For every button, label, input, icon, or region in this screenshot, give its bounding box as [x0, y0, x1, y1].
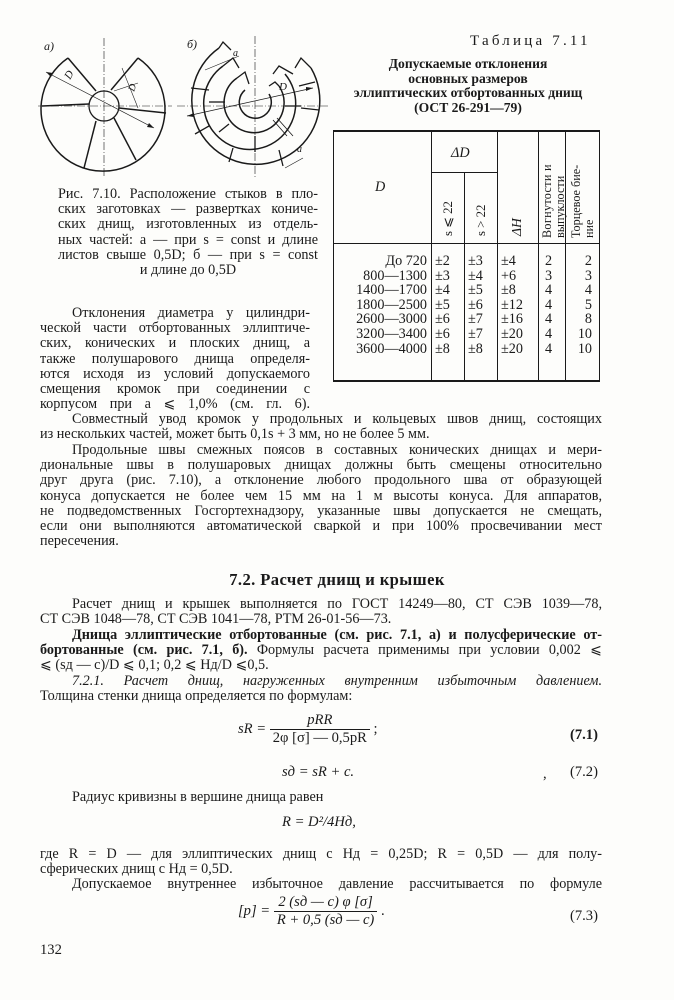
paragraph-radius — [72, 790, 572, 805]
text-line: диональные швы в полушаровых днищах должны быть смещены относительно — [40, 457, 602, 474]
text-line: корпусом при a ⩽ 1,0% (см. гл. 6). — [40, 396, 310, 413]
diagram-a — [38, 38, 172, 176]
equation-number-7-2: (7.2) — [570, 764, 598, 780]
cell-s-gt-22: ±3 — [468, 253, 483, 269]
table-row — [333, 254, 600, 269]
text-line: Отклонения диаметра у цилиндри- — [72, 305, 310, 321]
cell-D: До 720 — [385, 253, 427, 269]
cell-s-le-22: ±5 — [435, 296, 450, 313]
cell-s-gt-22: ±5 — [468, 282, 483, 299]
cell-D: 3600—4000 — [356, 340, 427, 357]
diagram-b — [177, 36, 330, 178]
delta-d-sub-rule — [431, 172, 497, 173]
caption-line: ских днищ, изготовленных из отдель- — [58, 216, 318, 233]
cell-runout: 8 — [584, 311, 592, 328]
eq1-denominator: 2φ [σ] — 0,5pR — [270, 729, 370, 747]
table-row — [333, 298, 600, 313]
eq3-lhs: [p] = — [238, 903, 271, 919]
table-title-line: основных размеров — [408, 70, 528, 86]
caption-line: Рис. 7.10. Расположение стыков в пло- — [58, 186, 318, 202]
text-line: сферических днищ с Hд = 0,5D. — [40, 861, 233, 878]
text-line: ских, конических и плоских днищ, а — [40, 335, 310, 352]
cell-concavity: 4 — [545, 296, 553, 313]
paragraph-seams — [40, 443, 602, 549]
paragraph-diameter-deviation — [40, 306, 310, 412]
table-title-line: эллиптических отбортованных днищ — [353, 85, 583, 101]
equation-7-3 — [238, 894, 385, 929]
table-row — [333, 327, 600, 342]
text-line: если они выполняются автоматической сваркой и при 100% просвечивании мест — [40, 518, 602, 535]
header-concavity-line2: выпуклости — [552, 175, 567, 238]
cell-delta-H: ±16 — [501, 311, 523, 328]
cell-delta-H: ±12 — [501, 296, 523, 313]
table-header-rule — [333, 243, 600, 244]
text-line: смещения кромок при соединении с — [40, 381, 310, 398]
equation-7-2: sд = sR + c. — [282, 764, 355, 780]
subsection-title: 7.2.1. Расчет днищ, нагруженных внутренним избыточным давлением. — [72, 673, 602, 689]
header-runout-line2: ние — [581, 219, 596, 238]
table-bottom-rule — [333, 380, 600, 382]
text-line: Радиус кривизны в вершине днища равен — [72, 789, 324, 805]
eq3-fraction — [274, 894, 377, 929]
text-line: Допускаемое внутреннее избыточное давление рассчитывается по формуле — [72, 876, 602, 893]
text-line: Продольные швы смежных поясов в составных конических днищах и мери- — [72, 442, 602, 458]
cell-delta-H: ±20 — [501, 340, 523, 357]
table-row — [333, 312, 600, 327]
text-line: Толщина стенки днища определяется по формулам: — [40, 688, 353, 705]
text-line: ются исходя из условий допускаемого — [40, 365, 310, 382]
cell-runout: 2 — [584, 253, 592, 269]
eq1-fraction — [270, 712, 370, 747]
cell-D: 800—1300 — [363, 267, 427, 284]
cell-s-le-22: ±6 — [435, 311, 450, 328]
tolerance-table — [333, 130, 600, 382]
cell-s-gt-22: ±7 — [468, 311, 483, 328]
header-s-le-22: s ⩽ 22 — [441, 201, 455, 236]
cell-delta-H: +6 — [501, 267, 517, 284]
paragraph-edge-offset — [40, 412, 602, 442]
caption-line: и длине до 0,5D — [139, 262, 237, 279]
header-concavity-line1: Вогнутости и — [540, 164, 554, 238]
equation-7-1 — [238, 712, 378, 747]
dim-D-label-b: D — [279, 81, 287, 93]
text-fragment: Формулы расчета применимы при условии 0,002 ⩽ — [247, 642, 602, 659]
paragraph-elliptic-heads — [40, 628, 602, 674]
page-number: 132 — [40, 942, 62, 958]
text-line: не подведомственных Госгортехнадзору, указанные швы допускается не смещать, — [40, 502, 602, 519]
text-line — [40, 643, 602, 658]
cell-D: 1400—1700 — [356, 282, 427, 299]
table-row — [333, 269, 600, 284]
cell-delta-H: ±8 — [501, 282, 516, 299]
cell-runout: 10 — [577, 340, 592, 357]
equation-number-7-3: (7.3) — [570, 908, 598, 924]
text-line: пересечения. — [40, 533, 119, 550]
header-runout — [570, 165, 595, 238]
table-title-line: Допускаемые отклонения — [388, 56, 548, 71]
cell-delta-H: ±20 — [501, 326, 523, 342]
eq3-numerator: 2 (sд — c) φ [σ] — [278, 894, 373, 910]
cell-s-gt-22: ±4 — [468, 267, 483, 284]
label-a: а) — [44, 39, 54, 53]
table-title-line: (ОСТ 26-291—79) — [414, 99, 522, 115]
header-runout-line1: Торцевое бие- — [569, 164, 583, 238]
eq3-denominator: R + 0,5 (sд — c) — [274, 911, 377, 929]
figure-7-10-diagram — [30, 28, 330, 188]
text-line: Расчет днищ и крышек выполняется по ГОСТ 14249—80, СТ СЭВ 1039—78, — [72, 596, 602, 612]
text-line: Днища эллиптические отбортованные (см. рис. 7.1, а) и полусферические от- — [72, 627, 602, 643]
cell-s-gt-22: ±7 — [468, 326, 483, 342]
text-line: СТ СЭВ 1048—78, СТ СЭВ 1041—78, РТМ 26-01-56—73. — [40, 611, 392, 628]
cell-runout: 5 — [584, 296, 592, 313]
equation-number-7-1: (7.1) — [570, 727, 598, 743]
dim-a-top-label: a — [233, 48, 238, 59]
cell-concavity: 4 — [545, 340, 553, 357]
cell-D: 3200—3400 — [356, 326, 427, 342]
caption-line: листов свыше 0,5D; б — при s = const — [58, 246, 318, 263]
header-s-gt-22: s > 22 — [474, 204, 488, 236]
cell-runout: 4 — [584, 282, 592, 299]
text-line: конуса допускается не более чем 15 мм на 1 м высоты конуса. Для аппаратов, — [40, 487, 602, 504]
equation-radius: R = D²/4Hд, — [282, 814, 356, 830]
cell-runout: 3 — [584, 267, 592, 284]
dim-D-label-a: D — [62, 68, 77, 82]
text-line: ческой части отбортованных эллиптиче- — [40, 320, 310, 337]
caption-line: ных частей: а — при s = const и длине — [58, 231, 318, 248]
paragraph-where — [40, 847, 602, 893]
table-label: Таблица 7.11 — [470, 33, 591, 49]
eq1-tail: ; — [373, 721, 378, 737]
dim-d-label-a: D — [126, 82, 140, 94]
table-top-rule — [333, 130, 600, 132]
text-line: ⩽ (sд — c)/D ⩽ 0,1; 0,2 ⩽ Hд/D ⩽0,5. — [40, 657, 269, 674]
table-title — [336, 57, 600, 115]
cell-concavity: 4 — [545, 311, 553, 328]
section-title: 7.2. Расчет днищ и крышек — [229, 570, 445, 589]
figure-caption — [58, 187, 318, 278]
cell-s-le-22: ±4 — [435, 282, 450, 299]
text-line: также полушарового днища определя- — [40, 350, 310, 367]
cell-concavity: 2 — [545, 253, 553, 269]
header-D: D — [375, 179, 386, 195]
cell-s-le-22: ±6 — [435, 326, 450, 342]
table-row — [333, 342, 600, 357]
cell-D: 2600—3000 — [356, 311, 427, 328]
eq3-tail: . — [380, 903, 385, 919]
header-delta-H: ΔH — [509, 218, 524, 236]
paragraph-subsection — [40, 674, 602, 704]
dim-a-bottom-label: a — [297, 144, 302, 155]
cell-delta-H: ±4 — [501, 253, 516, 269]
bold-text: бортованные (см. рис. 7.1, б). — [40, 642, 248, 659]
cell-s-le-22: ±2 — [435, 253, 450, 269]
text-line: Совместный увод кромок у продольных и кольцевых швов днищ, состоящих — [72, 411, 602, 427]
text-line: где R = D — для эллиптических днищ с Hд = 0,25D; R = 0,5D — для полу- — [40, 846, 602, 862]
header-concavity — [541, 164, 566, 238]
text-line: друг друга (рис. 7.10), а отклонение любого продольного шва от образующей — [40, 472, 602, 489]
caption-line: ских заготовках — развертках кониче- — [58, 201, 318, 218]
cell-s-gt-22: ±6 — [468, 296, 483, 313]
cell-concavity: 4 — [545, 326, 553, 342]
cell-runout: 10 — [577, 326, 592, 342]
label-b: б) — [187, 37, 198, 51]
cell-s-gt-22: ±8 — [468, 340, 483, 357]
cell-concavity: 3 — [545, 267, 553, 284]
eq1-lhs: sR = — [238, 721, 267, 737]
header-delta-D: ΔD — [451, 145, 470, 161]
cell-s-le-22: ±3 — [435, 267, 450, 284]
table-row — [333, 283, 600, 298]
paragraph-standards — [40, 597, 602, 627]
cell-s-le-22: ±8 — [435, 340, 450, 357]
eq1-numerator: pRR — [307, 712, 333, 728]
cell-D: 1800—2500 — [356, 296, 427, 313]
equation-7-2-comma: , — [543, 766, 547, 782]
text-line: из нескольких частей, может быть 0,1s + 3 мм, но не более 5 мм. — [40, 426, 430, 443]
cell-concavity: 4 — [545, 282, 553, 299]
